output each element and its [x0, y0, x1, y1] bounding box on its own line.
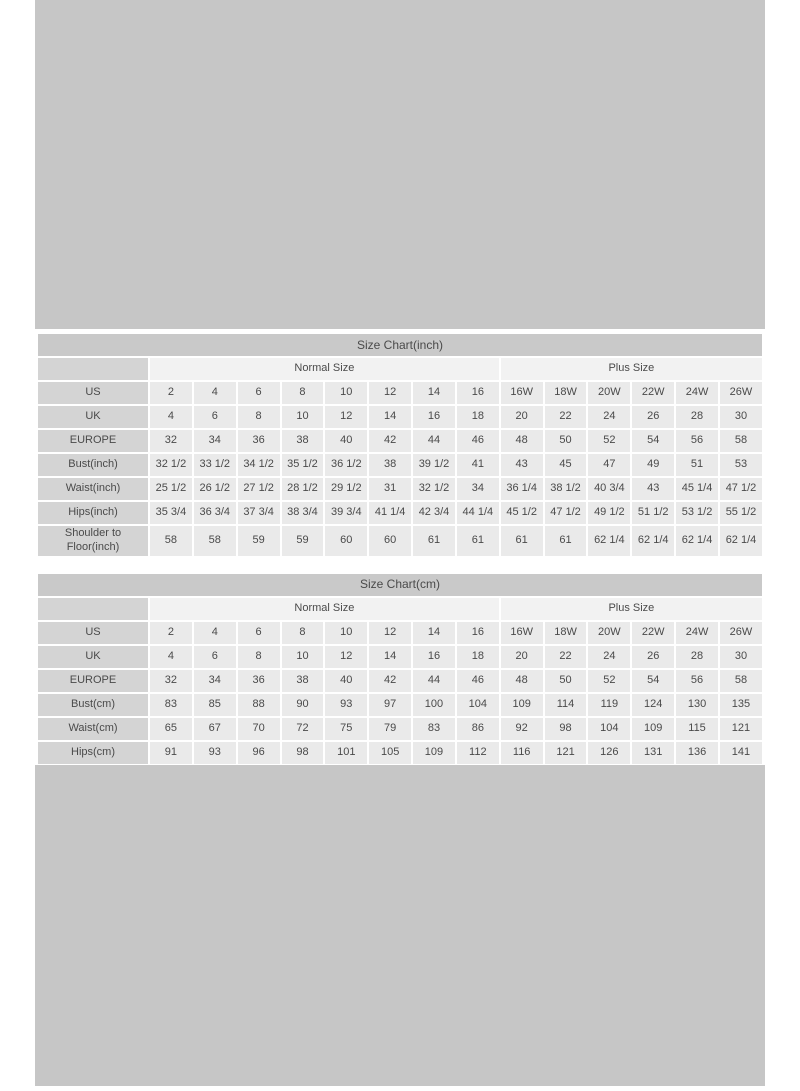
value-cell: 48	[501, 670, 543, 692]
table-row	[38, 454, 762, 476]
value-cell: 24W	[676, 382, 718, 404]
title-row	[38, 334, 762, 356]
value-cell: 43	[632, 478, 674, 500]
value-cell: 109	[413, 742, 455, 764]
value-cell: 42	[369, 430, 411, 452]
value-cell: 67	[194, 718, 236, 740]
value-cell: 46	[457, 670, 499, 692]
value-cell: 130	[676, 694, 718, 716]
value-cell: 18	[457, 406, 499, 428]
size-charts	[36, 332, 764, 790]
value-cell: 18W	[545, 382, 587, 404]
value-cell: 16W	[501, 382, 543, 404]
value-cell: 121	[720, 718, 762, 740]
value-cell: 43	[501, 454, 543, 476]
value-cell: 60	[369, 526, 411, 556]
row-label: Hips(cm)	[38, 742, 148, 764]
value-cell: 88	[238, 694, 280, 716]
value-cell: 58	[720, 670, 762, 692]
table-title: Size Chart(inch)	[38, 334, 762, 356]
value-cell: 28	[676, 646, 718, 668]
row-label: Hips(inch)	[38, 502, 148, 524]
table-row	[38, 646, 762, 668]
value-cell: 20	[501, 406, 543, 428]
value-cell: 36 1/4	[501, 478, 543, 500]
value-cell: 39 3/4	[325, 502, 367, 524]
table-row	[38, 502, 762, 524]
value-cell: 51	[676, 454, 718, 476]
value-cell: 98	[545, 718, 587, 740]
value-cell: 115	[676, 718, 718, 740]
value-cell: 47 1/2	[545, 502, 587, 524]
value-cell: 38 3/4	[282, 502, 324, 524]
value-cell: 44	[413, 670, 455, 692]
value-cell: 14	[369, 406, 411, 428]
value-cell: 62 1/4	[676, 526, 718, 556]
value-cell: 24W	[676, 622, 718, 644]
row-label: Shoulder to Floor(inch)	[38, 526, 148, 556]
row-label: US	[38, 622, 148, 644]
value-cell: 26W	[720, 622, 762, 644]
value-cell: 40	[325, 430, 367, 452]
value-cell: 10	[325, 382, 367, 404]
value-cell: 60	[325, 526, 367, 556]
row-label: Waist(cm)	[38, 718, 148, 740]
group-header: Normal Size	[150, 598, 499, 620]
value-cell: 109	[632, 718, 674, 740]
value-cell: 47	[588, 454, 630, 476]
value-cell: 72	[282, 718, 324, 740]
group-header: Plus Size	[501, 358, 762, 380]
value-cell: 35 1/2	[282, 454, 324, 476]
size-chart-table-inch	[36, 332, 764, 558]
value-cell: 58	[720, 430, 762, 452]
value-cell: 20W	[588, 622, 630, 644]
row-label: Bust(cm)	[38, 694, 148, 716]
value-cell: 62 1/4	[632, 526, 674, 556]
value-cell: 92	[501, 718, 543, 740]
value-cell: 41 1/4	[369, 502, 411, 524]
value-cell: 93	[194, 742, 236, 764]
value-cell: 93	[325, 694, 367, 716]
value-cell: 34	[194, 670, 236, 692]
value-cell: 55 1/2	[720, 502, 762, 524]
value-cell: 52	[588, 670, 630, 692]
value-cell: 79	[369, 718, 411, 740]
row-label: EUROPE	[38, 430, 148, 452]
row-label: EUROPE	[38, 670, 148, 692]
value-cell: 28	[676, 406, 718, 428]
value-cell: 32 1/2	[413, 478, 455, 500]
value-cell: 32 1/2	[150, 454, 192, 476]
value-cell: 126	[588, 742, 630, 764]
value-cell: 101	[325, 742, 367, 764]
value-cell: 58	[194, 526, 236, 556]
value-cell: 40 3/4	[588, 478, 630, 500]
value-cell: 26	[632, 646, 674, 668]
group-header: Normal Size	[150, 358, 499, 380]
value-cell: 6	[194, 406, 236, 428]
value-cell: 49	[632, 454, 674, 476]
value-cell: 6	[238, 622, 280, 644]
value-cell: 10	[282, 646, 324, 668]
value-cell: 8	[238, 646, 280, 668]
value-cell: 61	[457, 526, 499, 556]
value-cell: 47 1/2	[720, 478, 762, 500]
value-cell: 16	[413, 646, 455, 668]
value-cell: 26W	[720, 382, 762, 404]
value-cell: 37 3/4	[238, 502, 280, 524]
table-row	[38, 718, 762, 740]
value-cell: 112	[457, 742, 499, 764]
value-cell: 44 1/4	[457, 502, 499, 524]
value-cell: 46	[457, 430, 499, 452]
value-cell: 65	[150, 718, 192, 740]
value-cell: 8	[282, 382, 324, 404]
value-cell: 109	[501, 694, 543, 716]
value-cell: 91	[150, 742, 192, 764]
value-cell: 98	[282, 742, 324, 764]
value-cell: 4	[194, 382, 236, 404]
value-cell: 61	[413, 526, 455, 556]
table-row	[38, 742, 762, 764]
product-photo-top	[35, 0, 765, 329]
value-cell: 38 1/2	[545, 478, 587, 500]
value-cell: 4	[150, 406, 192, 428]
value-cell: 136	[676, 742, 718, 764]
value-cell: 86	[457, 718, 499, 740]
value-cell: 28 1/2	[282, 478, 324, 500]
value-cell: 14	[369, 646, 411, 668]
value-cell: 50	[545, 670, 587, 692]
value-cell: 56	[676, 670, 718, 692]
value-cell: 61	[501, 526, 543, 556]
value-cell: 22	[545, 406, 587, 428]
table-row	[38, 430, 762, 452]
value-cell: 33 1/2	[194, 454, 236, 476]
value-cell: 135	[720, 694, 762, 716]
value-cell: 38	[369, 454, 411, 476]
value-cell: 22	[545, 646, 587, 668]
value-cell: 141	[720, 742, 762, 764]
value-cell: 24	[588, 646, 630, 668]
value-cell: 16	[457, 622, 499, 644]
value-cell: 59	[238, 526, 280, 556]
value-cell: 53	[720, 454, 762, 476]
value-cell: 10	[325, 622, 367, 644]
value-cell: 100	[413, 694, 455, 716]
value-cell: 26 1/2	[194, 478, 236, 500]
size-chart-table-cm	[36, 572, 764, 790]
value-cell: 30	[720, 406, 762, 428]
value-cell: 8	[282, 622, 324, 644]
row-label: UK	[38, 646, 148, 668]
row-label: UK	[38, 406, 148, 428]
value-cell: 18W	[545, 622, 587, 644]
value-cell: 131	[632, 742, 674, 764]
value-cell: 45	[545, 454, 587, 476]
group-header-row	[38, 598, 762, 620]
value-cell: 40	[325, 670, 367, 692]
value-cell: 35 3/4	[150, 502, 192, 524]
value-cell: 41	[457, 454, 499, 476]
value-cell: 36	[238, 670, 280, 692]
value-cell: 12	[325, 406, 367, 428]
value-cell: 58	[150, 526, 192, 556]
value-cell: 119	[588, 694, 630, 716]
row-label: Bust(inch)	[38, 454, 148, 476]
value-cell: 22W	[632, 622, 674, 644]
value-cell: 36 3/4	[194, 502, 236, 524]
value-cell: 104	[457, 694, 499, 716]
value-cell: 2	[150, 622, 192, 644]
value-cell: 62 1/4	[588, 526, 630, 556]
value-cell: 16W	[501, 622, 543, 644]
row-label: Waist(inch)	[38, 478, 148, 500]
value-cell: 6	[194, 646, 236, 668]
value-cell: 20W	[588, 382, 630, 404]
value-cell: 27 1/2	[238, 478, 280, 500]
value-cell: 61	[545, 526, 587, 556]
value-cell: 12	[369, 382, 411, 404]
value-cell: 85	[194, 694, 236, 716]
value-cell: 38	[282, 670, 324, 692]
table-row	[38, 382, 762, 404]
value-cell: 45 1/4	[676, 478, 718, 500]
table-row	[38, 694, 762, 716]
value-cell: 59	[282, 526, 324, 556]
value-cell: 4	[150, 646, 192, 668]
value-cell: 53 1/2	[676, 502, 718, 524]
table-row	[38, 406, 762, 428]
value-cell: 105	[369, 742, 411, 764]
value-cell: 4	[194, 622, 236, 644]
value-cell: 26	[632, 406, 674, 428]
value-cell: 31	[369, 478, 411, 500]
value-cell: 38	[282, 430, 324, 452]
value-cell: 54	[632, 670, 674, 692]
value-cell: 32	[150, 430, 192, 452]
value-cell: 75	[325, 718, 367, 740]
value-cell: 54	[632, 430, 674, 452]
value-cell: 36	[238, 430, 280, 452]
value-cell: 51 1/2	[632, 502, 674, 524]
value-cell: 22W	[632, 382, 674, 404]
value-cell: 50	[545, 430, 587, 452]
value-cell: 83	[413, 718, 455, 740]
value-cell: 8	[238, 406, 280, 428]
value-cell: 30	[720, 646, 762, 668]
value-cell: 20	[501, 646, 543, 668]
value-cell: 48	[501, 430, 543, 452]
value-cell: 12	[369, 622, 411, 644]
value-cell: 44	[413, 430, 455, 452]
corner-cell	[38, 598, 148, 620]
value-cell: 70	[238, 718, 280, 740]
value-cell: 114	[545, 694, 587, 716]
value-cell: 96	[238, 742, 280, 764]
table-row	[38, 478, 762, 500]
value-cell: 52	[588, 430, 630, 452]
value-cell: 14	[413, 622, 455, 644]
value-cell: 10	[282, 406, 324, 428]
value-cell: 2	[150, 382, 192, 404]
value-cell: 34 1/2	[238, 454, 280, 476]
value-cell: 34	[457, 478, 499, 500]
value-cell: 16	[457, 382, 499, 404]
value-cell: 83	[150, 694, 192, 716]
value-cell: 62 1/4	[720, 526, 762, 556]
value-cell: 25 1/2	[150, 478, 192, 500]
table-title: Size Chart(cm)	[38, 574, 762, 596]
value-cell: 42	[369, 670, 411, 692]
value-cell: 36 1/2	[325, 454, 367, 476]
table-row	[38, 526, 762, 556]
group-header-row	[38, 358, 762, 380]
value-cell: 6	[238, 382, 280, 404]
value-cell: 49 1/2	[588, 502, 630, 524]
table-row	[38, 622, 762, 644]
value-cell: 56	[676, 430, 718, 452]
value-cell: 121	[545, 742, 587, 764]
value-cell: 39 1/2	[413, 454, 455, 476]
product-photo-bottom	[35, 765, 765, 1086]
value-cell: 45 1/2	[501, 502, 543, 524]
row-label: US	[38, 382, 148, 404]
value-cell: 42 3/4	[413, 502, 455, 524]
value-cell: 12	[325, 646, 367, 668]
corner-cell	[38, 358, 148, 380]
title-row	[38, 574, 762, 596]
group-header: Plus Size	[501, 598, 762, 620]
value-cell: 32	[150, 670, 192, 692]
table-row	[38, 670, 762, 692]
value-cell: 104	[588, 718, 630, 740]
value-cell: 29 1/2	[325, 478, 367, 500]
value-cell: 34	[194, 430, 236, 452]
value-cell: 16	[413, 406, 455, 428]
value-cell: 116	[501, 742, 543, 764]
value-cell: 18	[457, 646, 499, 668]
value-cell: 97	[369, 694, 411, 716]
table-gap	[36, 558, 764, 572]
value-cell: 24	[588, 406, 630, 428]
value-cell: 90	[282, 694, 324, 716]
value-cell: 124	[632, 694, 674, 716]
value-cell: 14	[413, 382, 455, 404]
